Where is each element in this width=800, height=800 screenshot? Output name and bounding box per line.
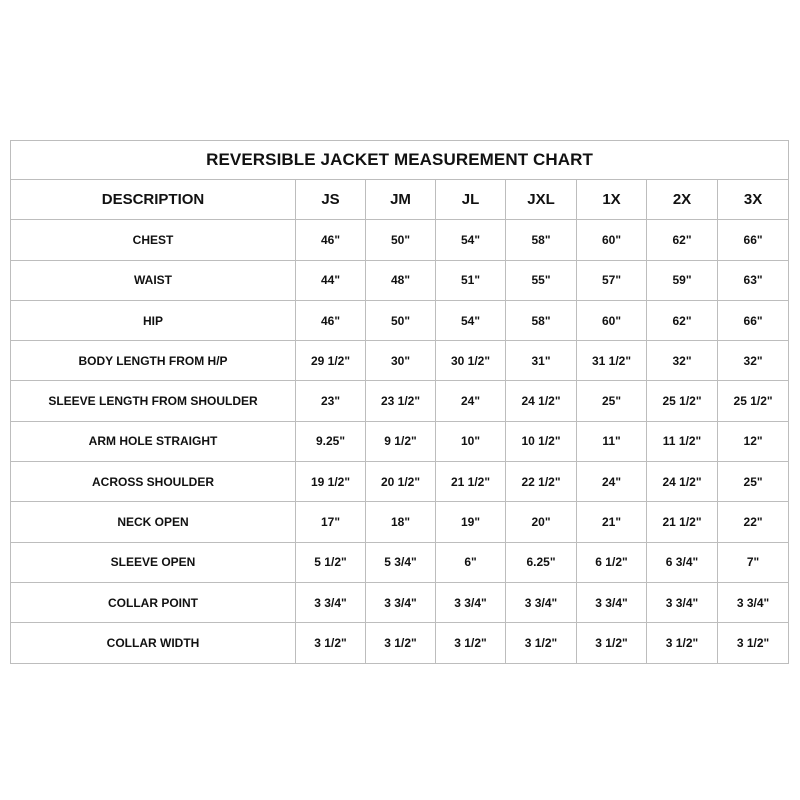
row-label: WAIST — [11, 260, 296, 300]
measurement-cell: 51" — [436, 260, 506, 300]
measurement-cell: 60" — [577, 220, 647, 260]
measurement-cell: 31" — [506, 341, 577, 381]
measurement-chart-table — [10, 140, 789, 664]
size-header-jxl: JXL — [506, 180, 577, 220]
measurement-cell: 3 1/2" — [577, 623, 647, 663]
measurement-cell: 30" — [366, 341, 436, 381]
measurement-cell: 3 1/2" — [718, 623, 789, 663]
measurement-cell: 6" — [436, 542, 506, 582]
measurement-cell: 58" — [506, 300, 577, 340]
measurement-cell: 20 1/2" — [366, 462, 436, 502]
table-row — [11, 623, 789, 663]
measurement-cell: 10" — [436, 421, 506, 461]
measurement-cell: 11" — [577, 421, 647, 461]
measurement-cell: 46" — [296, 220, 366, 260]
header-row — [11, 180, 789, 220]
measurement-cell: 3 3/4" — [506, 582, 577, 622]
size-header-3x: 3X — [718, 180, 789, 220]
measurement-cell: 54" — [436, 220, 506, 260]
measurement-cell: 19 1/2" — [296, 462, 366, 502]
measurement-cell: 50" — [366, 220, 436, 260]
measurement-cell: 3 1/2" — [436, 623, 506, 663]
measurement-cell: 66" — [718, 300, 789, 340]
measurement-cell: 21 1/2" — [647, 502, 718, 542]
measurement-cell: 25 1/2" — [718, 381, 789, 421]
measurement-cell: 48" — [366, 260, 436, 300]
measurement-cell: 17" — [296, 502, 366, 542]
size-header-1x: 1X — [577, 180, 647, 220]
measurement-cell: 22" — [718, 502, 789, 542]
measurement-cell: 55" — [506, 260, 577, 300]
measurement-cell: 3 3/4" — [436, 582, 506, 622]
measurement-cell: 6.25" — [506, 542, 577, 582]
measurement-cell: 32" — [718, 341, 789, 381]
table-row — [11, 542, 789, 582]
table-row — [11, 341, 789, 381]
measurement-cell: 44" — [296, 260, 366, 300]
measurement-cell: 50" — [366, 300, 436, 340]
measurement-cell: 24 1/2" — [506, 381, 577, 421]
table-row — [11, 582, 789, 622]
measurement-cell: 63" — [718, 260, 789, 300]
measurement-cell: 9.25" — [296, 421, 366, 461]
table-row — [11, 462, 789, 502]
measurement-cell: 11 1/2" — [647, 421, 718, 461]
measurement-cell: 24" — [436, 381, 506, 421]
row-label: ACROSS SHOULDER — [11, 462, 296, 502]
measurement-cell: 66" — [718, 220, 789, 260]
measurement-cell: 3 1/2" — [296, 623, 366, 663]
measurement-cell: 3 3/4" — [366, 582, 436, 622]
measurement-cell: 3 3/4" — [296, 582, 366, 622]
measurement-cell: 7" — [718, 542, 789, 582]
measurement-cell: 3 3/4" — [718, 582, 789, 622]
measurement-cell: 3 3/4" — [647, 582, 718, 622]
measurement-cell: 5 3/4" — [366, 542, 436, 582]
size-header-jl: JL — [436, 180, 506, 220]
table-row — [11, 381, 789, 421]
measurement-cell: 62" — [647, 300, 718, 340]
measurement-cell: 23 1/2" — [366, 381, 436, 421]
measurement-cell: 46" — [296, 300, 366, 340]
table-row — [11, 421, 789, 461]
measurement-cell: 5 1/2" — [296, 542, 366, 582]
measurement-cell: 59" — [647, 260, 718, 300]
measurement-cell: 3 1/2" — [647, 623, 718, 663]
measurement-cell: 29 1/2" — [296, 341, 366, 381]
size-header-js: JS — [296, 180, 366, 220]
row-label: BODY LENGTH FROM H/P — [11, 341, 296, 381]
measurement-cell: 58" — [506, 220, 577, 260]
measurement-cell: 10 1/2" — [506, 421, 577, 461]
size-header-2x: 2X — [647, 180, 718, 220]
chart-title: REVERSIBLE JACKET MEASUREMENT CHART — [11, 141, 789, 180]
measurement-cell: 25" — [577, 381, 647, 421]
table-row — [11, 220, 789, 260]
row-label: COLLAR POINT — [11, 582, 296, 622]
row-label: HIP — [11, 300, 296, 340]
measurement-cell: 24 1/2" — [647, 462, 718, 502]
row-label: ARM HOLE STRAIGHT — [11, 421, 296, 461]
measurement-cell: 25" — [718, 462, 789, 502]
chart-body — [11, 220, 789, 663]
measurement-cell: 25 1/2" — [647, 381, 718, 421]
measurement-cell: 30 1/2" — [436, 341, 506, 381]
measurement-cell: 32" — [647, 341, 718, 381]
measurement-cell: 23" — [296, 381, 366, 421]
measurement-cell: 21" — [577, 502, 647, 542]
measurement-cell: 19" — [436, 502, 506, 542]
table-row — [11, 260, 789, 300]
measurement-cell: 6 3/4" — [647, 542, 718, 582]
size-header-jm: JM — [366, 180, 436, 220]
row-label: COLLAR WIDTH — [11, 623, 296, 663]
measurement-cell: 22 1/2" — [506, 462, 577, 502]
table-row — [11, 502, 789, 542]
title-row — [11, 141, 789, 180]
table-row — [11, 300, 789, 340]
measurement-cell: 57" — [577, 260, 647, 300]
row-label: NECK OPEN — [11, 502, 296, 542]
measurement-cell: 21 1/2" — [436, 462, 506, 502]
measurement-cell: 3 3/4" — [577, 582, 647, 622]
measurement-cell: 20" — [506, 502, 577, 542]
measurement-cell: 9 1/2" — [366, 421, 436, 461]
measurement-cell: 18" — [366, 502, 436, 542]
measurement-cell: 60" — [577, 300, 647, 340]
measurement-cell: 6 1/2" — [577, 542, 647, 582]
measurement-cell: 12" — [718, 421, 789, 461]
row-label: CHEST — [11, 220, 296, 260]
row-label: SLEEVE LENGTH FROM SHOULDER — [11, 381, 296, 421]
measurement-cell: 3 1/2" — [506, 623, 577, 663]
measurement-cell: 54" — [436, 300, 506, 340]
row-label: SLEEVE OPEN — [11, 542, 296, 582]
measurement-cell: 3 1/2" — [366, 623, 436, 663]
description-header: DESCRIPTION — [11, 180, 296, 220]
measurement-cell: 24" — [577, 462, 647, 502]
measurement-cell: 31 1/2" — [577, 341, 647, 381]
measurement-cell: 62" — [647, 220, 718, 260]
